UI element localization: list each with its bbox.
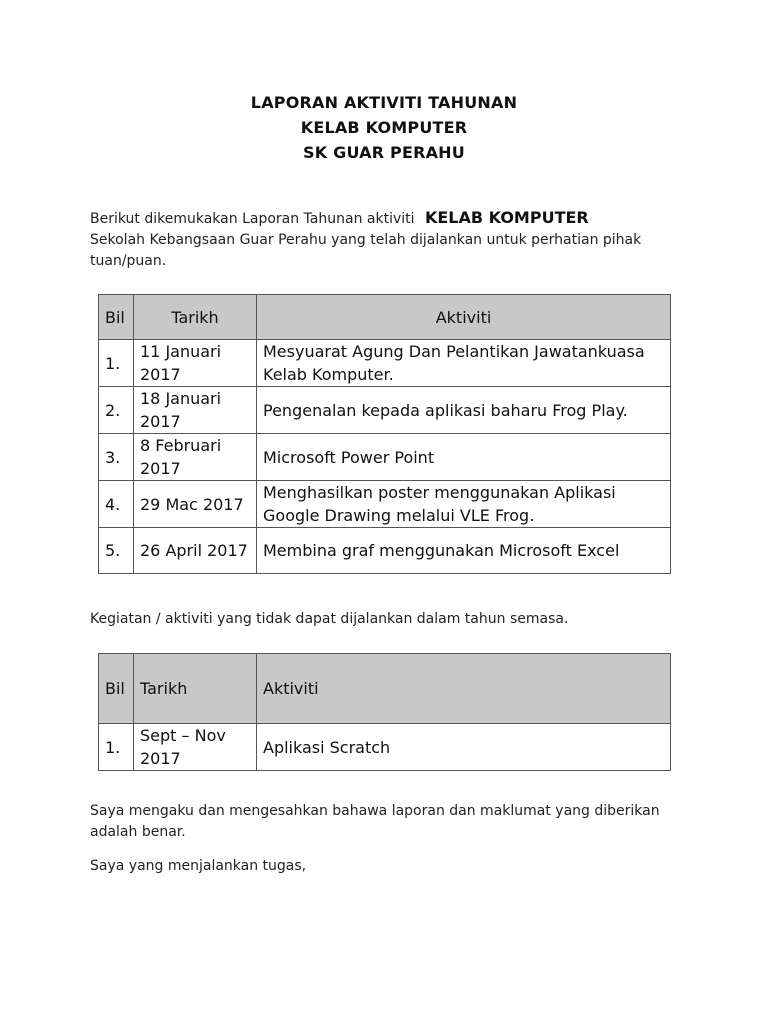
signoff-text: Saya yang menjalankan tugas,: [90, 858, 307, 874]
row-bil: 2.: [99, 387, 134, 434]
row-aktiviti: Microsoft Power Point: [257, 434, 671, 481]
row-aktiviti: Menghasilkan poster menggunakan Aplikasi Google Drawing melalui VLE Frog.: [257, 481, 671, 528]
pending-intro: Kegiatan / aktiviti yang tidak dapat dijalankan dalam tahun semasa.: [90, 611, 569, 627]
intro-club-name: KELAB KOMPUTER: [424, 208, 589, 227]
table-row: [99, 528, 671, 574]
pending-activities-table: [98, 653, 671, 771]
table-row: [99, 481, 671, 528]
activities-table: [98, 294, 671, 574]
report-title-line-2: KELAB KOMPUTER: [300, 118, 468, 137]
row-tarikh: 8 Februari 2017: [134, 434, 257, 481]
header-bil: Bil: [99, 654, 134, 724]
activities-table-header: [99, 295, 671, 340]
report-title-line-1: LAPORAN AKTIVITI TAHUNAN: [250, 93, 518, 112]
row-tarikh: 11 Januari 2017: [134, 340, 257, 387]
row-aktiviti: Aplikasi Scratch: [257, 724, 671, 771]
row-aktiviti: Mesyuarat Agung Dan Pelantikan Jawatankuasa Kelab Komputer.: [257, 340, 671, 387]
intro-paragraph: [90, 207, 680, 272]
header-tarikh: Tarikh: [134, 654, 257, 724]
row-tarikh: 18 Januari 2017: [134, 387, 257, 434]
row-bil: 4.: [99, 481, 134, 528]
row-tarikh: 26 April 2017: [134, 528, 257, 574]
row-tarikh: 29 Mac 2017: [134, 481, 257, 528]
header-bil: Bil: [99, 295, 134, 340]
header-tarikh: Tarikh: [134, 295, 257, 340]
pending-table-header: [99, 654, 671, 724]
row-bil: 1.: [99, 724, 134, 771]
table-row: [99, 387, 671, 434]
row-aktiviti: Pengenalan kepada aplikasi baharu Frog Play.: [257, 387, 671, 434]
row-aktiviti: Membina graf menggunakan Microsoft Excel: [257, 528, 671, 574]
intro-text-before: Berikut dikemukakan Laporan Tahunan aktiviti: [90, 211, 415, 227]
row-bil: 5.: [99, 528, 134, 574]
table-row: [99, 724, 671, 771]
header-aktiviti: Aktiviti: [257, 295, 671, 340]
header-aktiviti: Aktiviti: [257, 654, 671, 724]
row-tarikh: Sept – Nov 2017: [134, 724, 257, 771]
table-row: [99, 340, 671, 387]
declaration-text: Saya mengaku dan mengesahkan bahawa laporan dan maklumat yang diberikan adalah benar.: [90, 803, 660, 840]
table-row: [99, 434, 671, 481]
row-bil: 3.: [99, 434, 134, 481]
row-bil: 1.: [99, 340, 134, 387]
report-title-line-3: SK GUAR PERAHU: [303, 143, 465, 162]
intro-text-after: Sekolah Kebangsaan Guar Perahu yang telah dijalankan untuk perhatian pihak tuan/puan.: [90, 232, 642, 269]
